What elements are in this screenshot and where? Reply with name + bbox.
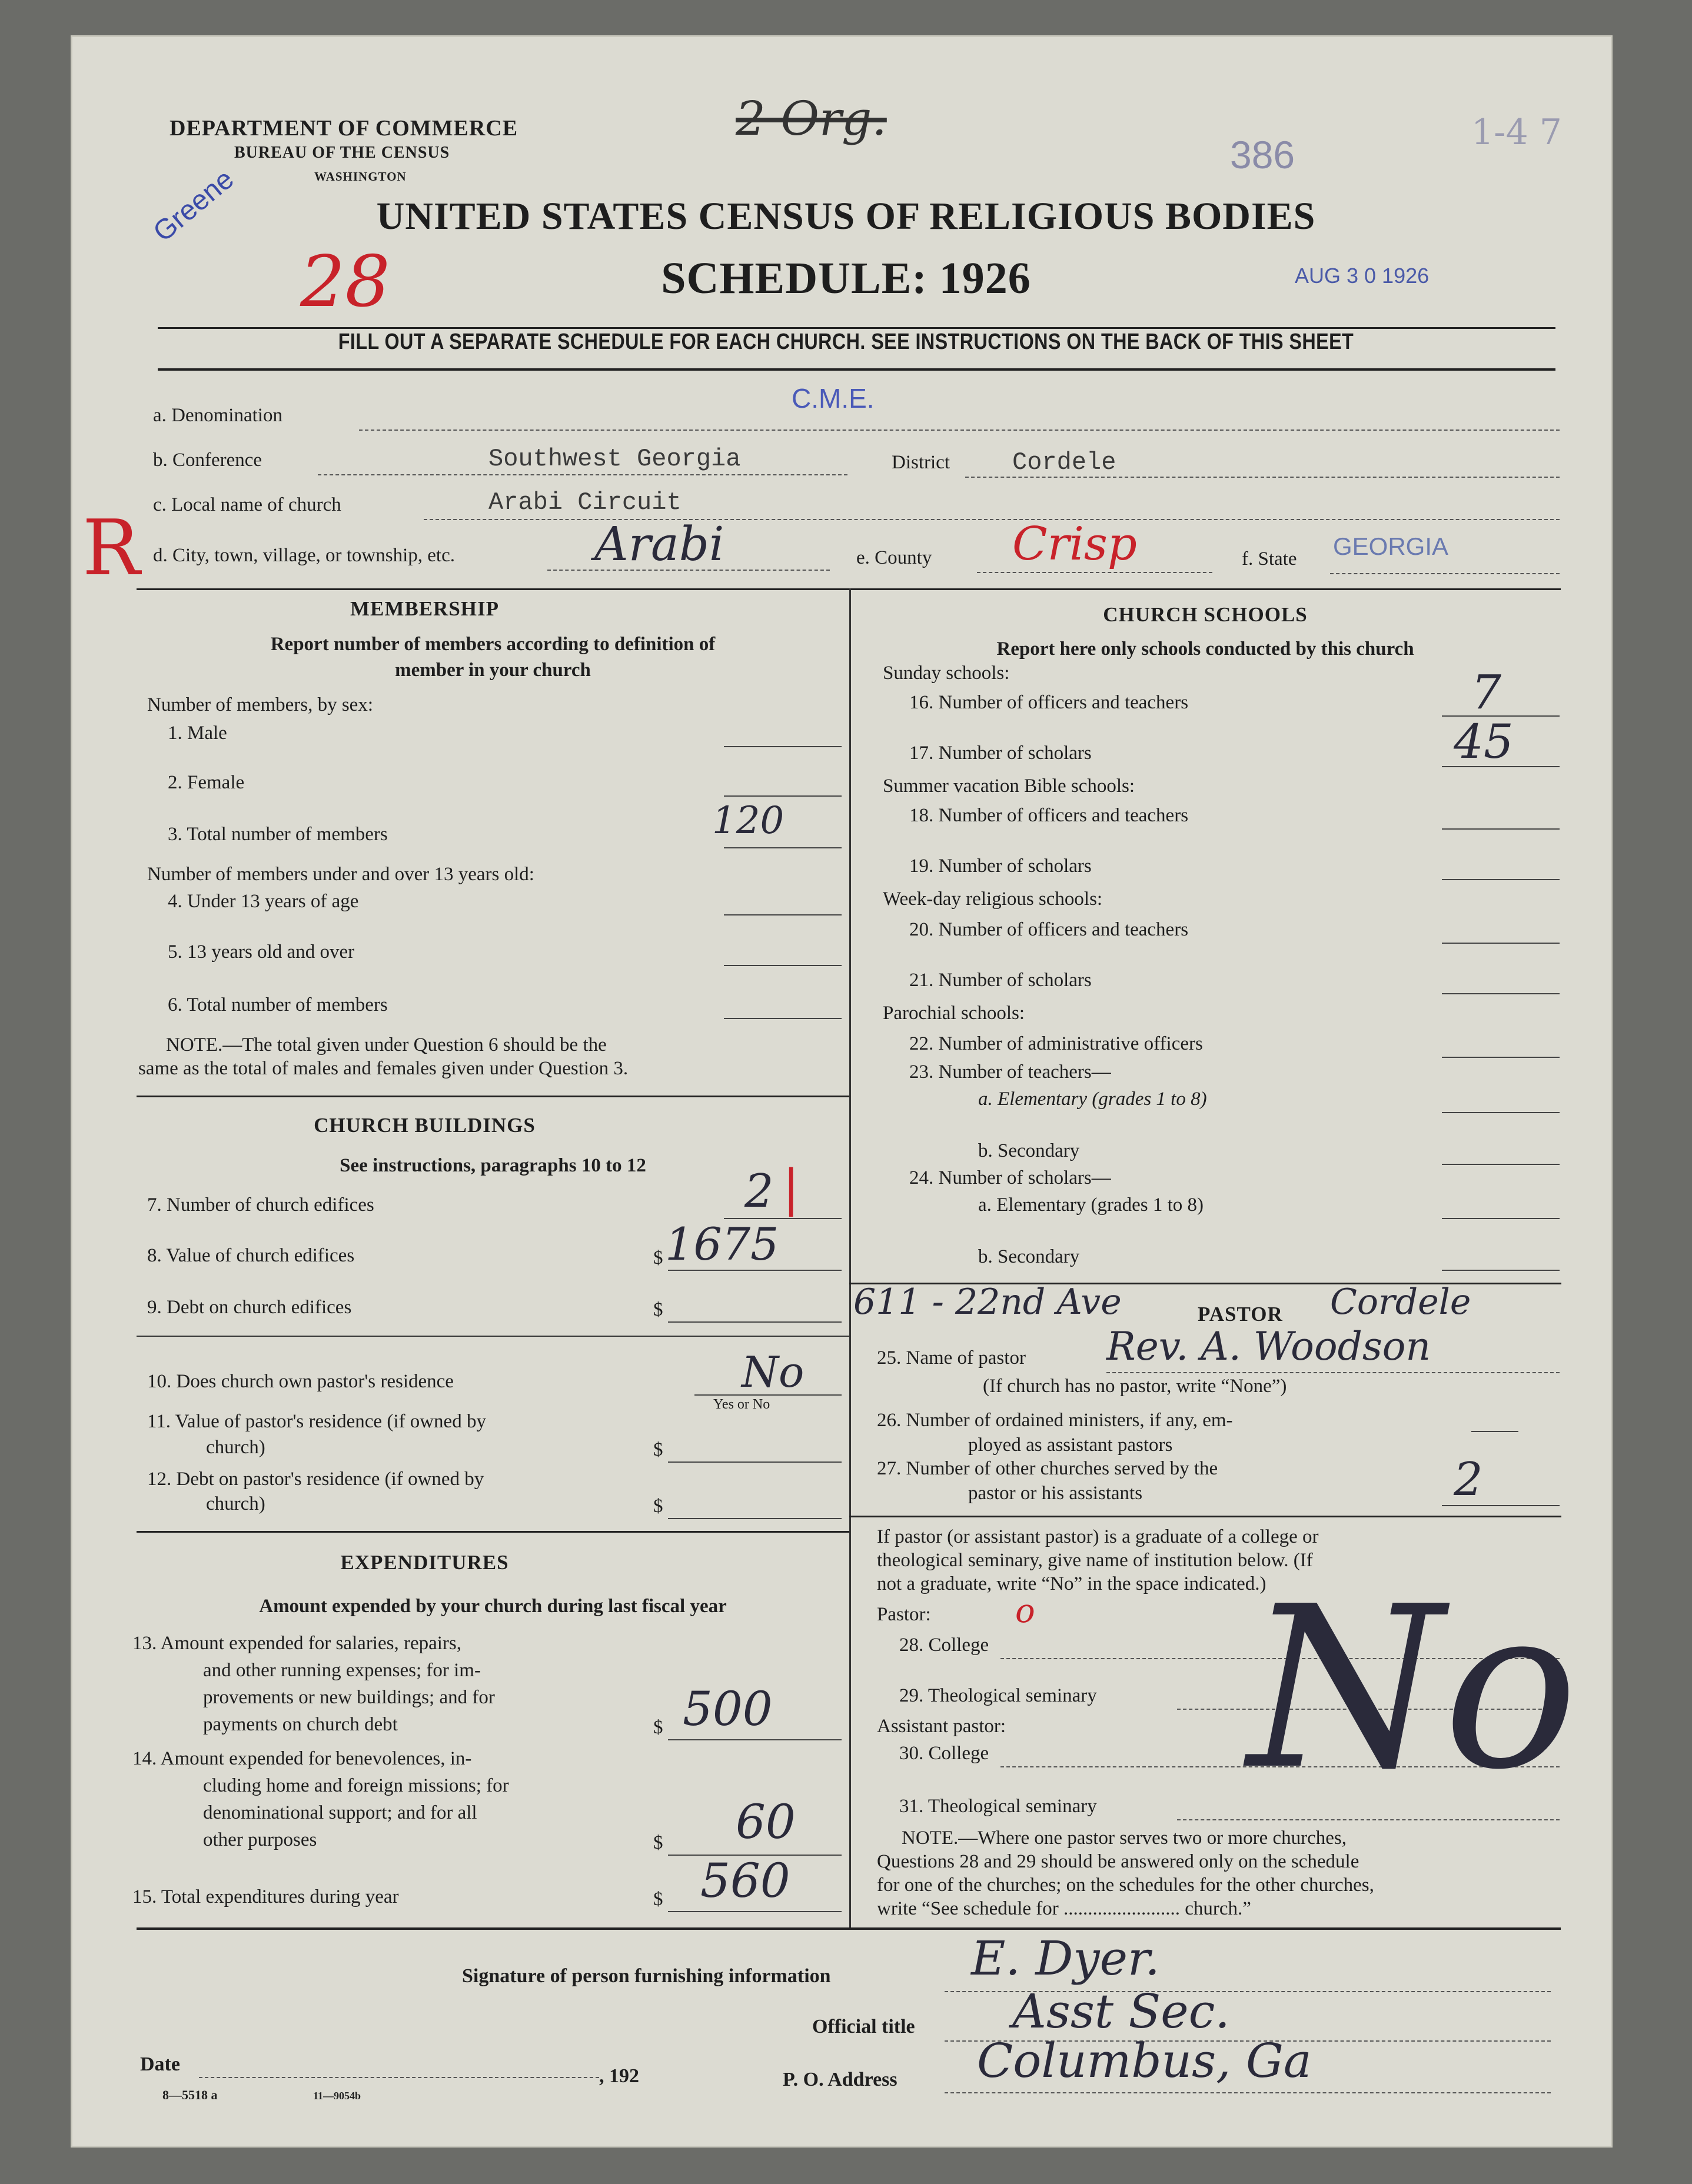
conference-label: b. Conference <box>153 450 262 471</box>
total-members-age-label: 6. Total number of members <box>168 994 388 1016</box>
age-intro-label: Number of members under and over 13 years old: <box>147 864 534 885</box>
pastor-heading: PASTOR <box>1198 1303 1283 1326</box>
district-line <box>965 477 1560 478</box>
county-line <box>977 572 1212 573</box>
membership-note-2: same as the total of males and females given under Question 3. <box>138 1058 629 1079</box>
graduate-instruction-3: not a graduate, write “No” in the space indicated.) <box>877 1573 1266 1594</box>
q20-label: 20. Number of officers and teachers <box>909 919 1189 940</box>
q24a-line <box>1442 1218 1560 1219</box>
dollar-sign-14: $ <box>653 1832 663 1853</box>
male-label: 1. Male <box>168 723 227 744</box>
expenditures-heading: EXPENDITURES <box>340 1551 509 1574</box>
membership-note-1: NOTE.—The total given under Question 6 should be the <box>166 1034 607 1056</box>
assistant-pastor-label: Assistant pastor: <box>877 1716 1006 1737</box>
dollar-sign-8: $ <box>653 1247 663 1269</box>
pastor-note-4: write “See schedule for ........................ church.” <box>877 1898 1251 1919</box>
total-members-value: 120 <box>712 799 784 843</box>
q23-label: 23. Number of teachers— <box>909 1061 1111 1083</box>
q29-label: 29. Theological seminary <box>899 1685 1097 1706</box>
q24b-line <box>1442 1270 1560 1271</box>
male-line <box>724 746 842 747</box>
q24-label: 24. Number of scholars— <box>909 1167 1111 1188</box>
state-label: f. State <box>1242 548 1297 570</box>
q31-line <box>1177 1819 1560 1820</box>
schedule-title: SCHEDULE: 1926 <box>661 254 1031 303</box>
header-rule-lower <box>158 368 1555 371</box>
under-13-line <box>724 914 842 915</box>
district-value: Cordele <box>1012 448 1116 477</box>
r-mark: R <box>82 503 140 592</box>
q14-line-1: 14. Amount expended for benevolences, in- <box>132 1748 472 1769</box>
parochial-schools-label: Parochial schools: <box>883 1003 1025 1024</box>
weekday-schools-label: Week-day religious schools: <box>883 888 1103 910</box>
signature-label: Signature of person furnishing information <box>462 1965 831 1987</box>
q20-line <box>1442 943 1560 944</box>
q18-label: 18. Number of officers and teachers <box>909 805 1189 826</box>
q25-sub: (If church has no pastor, write “None”) <box>983 1376 1287 1397</box>
form-number: 8—5518 a <box>162 2088 218 2102</box>
pastor-name-value: Rev. A. Woodson <box>1106 1324 1431 1369</box>
q14-value: 60 <box>736 1795 796 1849</box>
graduate-instruction-1: If pastor (or assistant pastor) is a graduate of a college or <box>877 1526 1319 1547</box>
address-value: Columbus, Ga <box>977 2033 1312 2088</box>
pastor-note-1: NOTE.—Where one pastor serves two or more churches, <box>902 1827 1347 1849</box>
signature-value: E. Dyer. <box>971 1931 1160 1986</box>
female-label: 2. Female <box>168 772 245 793</box>
membership-heading: MEMBERSHIP <box>350 597 500 620</box>
q23b-line <box>1442 1164 1560 1165</box>
q17-label: 17. Number of scholars <box>909 743 1092 764</box>
edifices-check: | <box>783 1159 800 1217</box>
local-name-label: c. Local name of church <box>153 494 341 515</box>
q19-line <box>1442 879 1560 880</box>
footer-rule <box>137 1927 1561 1930</box>
official-title-label: Official title <box>812 2016 915 2037</box>
buildings-sub: See instructions, paragraphs 10 to 12 <box>340 1155 646 1176</box>
edifices-label: 7. Number of church edifices <box>147 1194 374 1216</box>
city-value: Arabi <box>594 517 724 571</box>
date-line <box>199 2077 599 2078</box>
schools-heading: CHURCH SCHOOLS <box>1103 603 1308 626</box>
q24a-label: a. Elementary (grades 1 to 8) <box>978 1194 1204 1216</box>
over-13-label: 5. 13 years old and over <box>168 941 355 963</box>
edifice-value-label: 8. Value of church edifices <box>147 1245 355 1266</box>
official-title-value: Asst Sec. <box>1012 1984 1230 2039</box>
expenditures-sub: Amount expended by your church during last fiscal year <box>259 1596 727 1617</box>
county-label: e. County <box>856 547 932 568</box>
buildings-heading: CHURCH BUILDINGS <box>314 1114 536 1137</box>
local-name-value: Arabi Circuit <box>488 488 682 517</box>
address-label: P. O. Address <box>783 2069 897 2090</box>
dollar-sign-15: $ <box>653 1889 663 1910</box>
denomination-line <box>359 430 1560 431</box>
buildings-rule <box>137 1531 849 1533</box>
department-heading: DEPARTMENT OF COMMERCE <box>169 116 518 141</box>
q14-line-4: other purposes <box>203 1829 317 1850</box>
female-line <box>724 795 842 797</box>
residence-value-label-2: church) <box>206 1437 265 1458</box>
q17-value: 45 <box>1454 714 1514 769</box>
q26-label-2: ployed as assistant pastors <box>968 1434 1173 1456</box>
q13-value: 500 <box>683 1682 773 1736</box>
buildings-inner-rule <box>137 1336 849 1337</box>
total-members-line <box>724 847 842 848</box>
q13-line-2: and other running expenses; for im- <box>203 1660 481 1681</box>
q15-line <box>668 1911 842 1912</box>
q15-label: 15. Total expenditures during year <box>132 1886 399 1907</box>
total-members-age-line <box>724 1018 842 1019</box>
q27-label-1: 27. Number of other churches served by the <box>877 1458 1218 1479</box>
city-label: d. City, town, village, or township, etc. <box>153 545 455 566</box>
number-stamp: 386 <box>1230 133 1295 177</box>
conference-value: Southwest Georgia <box>488 445 741 473</box>
reference-number: 28 <box>300 241 390 323</box>
q14-label <box>132 1745 509 1853</box>
q26-label-1: 26. Number of ordained ministers, if any, em- <box>877 1410 1233 1431</box>
dollar-sign-12: $ <box>653 1496 663 1517</box>
residence-debt-label-1: 12. Debt on pastor's residence (if owned by <box>147 1469 484 1490</box>
yes-or-no-caption: Yes or No <box>713 1397 770 1412</box>
edifice-debt-line <box>668 1321 842 1323</box>
q25-label: 25. Name of pastor <box>877 1347 1026 1369</box>
fill-out-instruction: FILL OUT A SEPARATE SCHEDULE FOR EACH CHURCH. SEE INSTRUCTIONS ON THE BACK OF THIS SHEET <box>338 329 1354 354</box>
district-label: District <box>892 452 950 473</box>
q25-line <box>1106 1372 1560 1373</box>
conference-line <box>318 474 847 475</box>
residence-debt-line <box>668 1518 842 1519</box>
q27-value: 2 <box>1454 1453 1483 1506</box>
over-13-line <box>724 965 842 966</box>
state-value: GEORGIA <box>1333 532 1449 560</box>
address-line <box>945 2092 1551 2093</box>
q13-line-1: 13. Amount expended for salaries, repairs, <box>132 1633 462 1654</box>
county-stamp: Greene <box>147 163 240 248</box>
graduate-no-value: No <box>1248 1558 1578 1819</box>
summer-schools-label: Summer vacation Bible schools: <box>883 775 1135 797</box>
q28-label: 28. College <box>899 1634 989 1656</box>
q31-label: 31. Theological seminary <box>899 1796 1097 1817</box>
residence-value: No <box>742 1347 805 1397</box>
bureau-heading: BUREAU OF THE CENSUS <box>234 144 450 162</box>
section-rule <box>137 588 1561 590</box>
dollar-sign-11: $ <box>653 1439 663 1460</box>
q22-line <box>1442 1057 1560 1058</box>
residence-label: 10. Does church own pastor's residence <box>147 1371 454 1392</box>
edifice-debt-label: 9. Debt on church edifices <box>147 1297 352 1318</box>
membership-sub1: Report number of members according to definition of <box>270 634 716 655</box>
graduate-instruction-2: theological seminary, give name of institution below. (If <box>877 1550 1313 1571</box>
pastor-label: Pastor: <box>877 1604 931 1625</box>
dollar-sign-13: $ <box>653 1717 663 1738</box>
q13-line-4: payments on church debt <box>203 1714 398 1735</box>
denomination-value: C.M.E. <box>792 383 875 414</box>
membership-rule <box>137 1096 849 1097</box>
pastor-address-note: 611 - 22nd Ave <box>853 1281 1122 1323</box>
edifice-value: 1675 <box>665 1218 779 1270</box>
pastor-mark: o <box>1015 1592 1035 1630</box>
form-title: UNITED STATES CENSUS OF RELIGIOUS BODIES <box>376 195 1316 238</box>
received-date-stamp: AUG 3 0 1926 <box>1295 264 1430 288</box>
q16-value: 7 <box>1471 665 1501 720</box>
q18-line <box>1442 828 1560 830</box>
residence-debt-label-2: church) <box>206 1493 265 1514</box>
date-year: , 192 <box>599 2065 639 2087</box>
denomination-label: a. Denomination <box>153 405 282 426</box>
q27-label-2: pastor or his assistants <box>968 1483 1143 1504</box>
edifices-value: 2 <box>744 1165 774 1218</box>
q16-label: 16. Number of officers and teachers <box>909 692 1189 713</box>
under-13-label: 4. Under 13 years of age <box>168 891 359 912</box>
q13-label <box>132 1630 495 1738</box>
pastor-note-2: Questions 28 and 29 should be answered only on the schedule <box>877 1851 1359 1872</box>
q19-label: 19. Number of scholars <box>909 855 1092 877</box>
form-number-2: 11—9054b <box>313 2090 361 2102</box>
q14-line-2: cluding home and foreign missions; for <box>203 1775 509 1796</box>
total-members-label: 3. Total number of members <box>168 824 388 845</box>
county-value: Crisp <box>1012 518 1137 571</box>
sunday-schools-label: Sunday schools: <box>883 662 1010 684</box>
state-line <box>1330 573 1560 574</box>
q13-line-3: provements or new buildings; and for <box>203 1687 495 1708</box>
q14-line-3: denominational support; and for all <box>203 1802 477 1823</box>
q26-line <box>1471 1431 1518 1432</box>
column-divider <box>849 588 851 1930</box>
residence-value-label-1: 11. Value of pastor's residence (if owned by <box>147 1411 486 1432</box>
q21-line <box>1442 993 1560 994</box>
q15-value: 560 <box>700 1853 790 1908</box>
date-label: Date <box>140 2053 180 2075</box>
pastor-note-3: for one of the churches; on the schedules for the other churches, <box>877 1875 1374 1896</box>
schools-sub: Report here only schools conducted by this church <box>996 638 1414 660</box>
pastor-rule <box>849 1516 1561 1517</box>
city-heading: WASHINGTON <box>314 169 407 184</box>
q30-label: 30. College <box>899 1743 989 1764</box>
q22-label: 22. Number of administrative officers <box>909 1033 1203 1054</box>
header-rule <box>158 327 1555 329</box>
q23a-label: a. Elementary (grades 1 to 8) <box>978 1088 1207 1110</box>
q23a-line <box>1442 1112 1560 1113</box>
q13-line <box>668 1739 842 1740</box>
pastor-address-city: Cordele <box>1330 1281 1471 1323</box>
q24b-label: b. Secondary <box>978 1246 1080 1267</box>
q21-label: 21. Number of scholars <box>909 970 1092 991</box>
corner-code: 1-4 7 <box>1471 112 1562 153</box>
top-handwritten-mark: 2 Org. <box>736 91 887 146</box>
members-by-sex-label: Number of members, by sex: <box>147 694 373 715</box>
dollar-sign-9: $ <box>653 1299 663 1320</box>
q23b-label: b. Secondary <box>978 1140 1080 1161</box>
residence-value-line <box>668 1461 842 1463</box>
membership-sub2: member in your church <box>395 660 591 681</box>
